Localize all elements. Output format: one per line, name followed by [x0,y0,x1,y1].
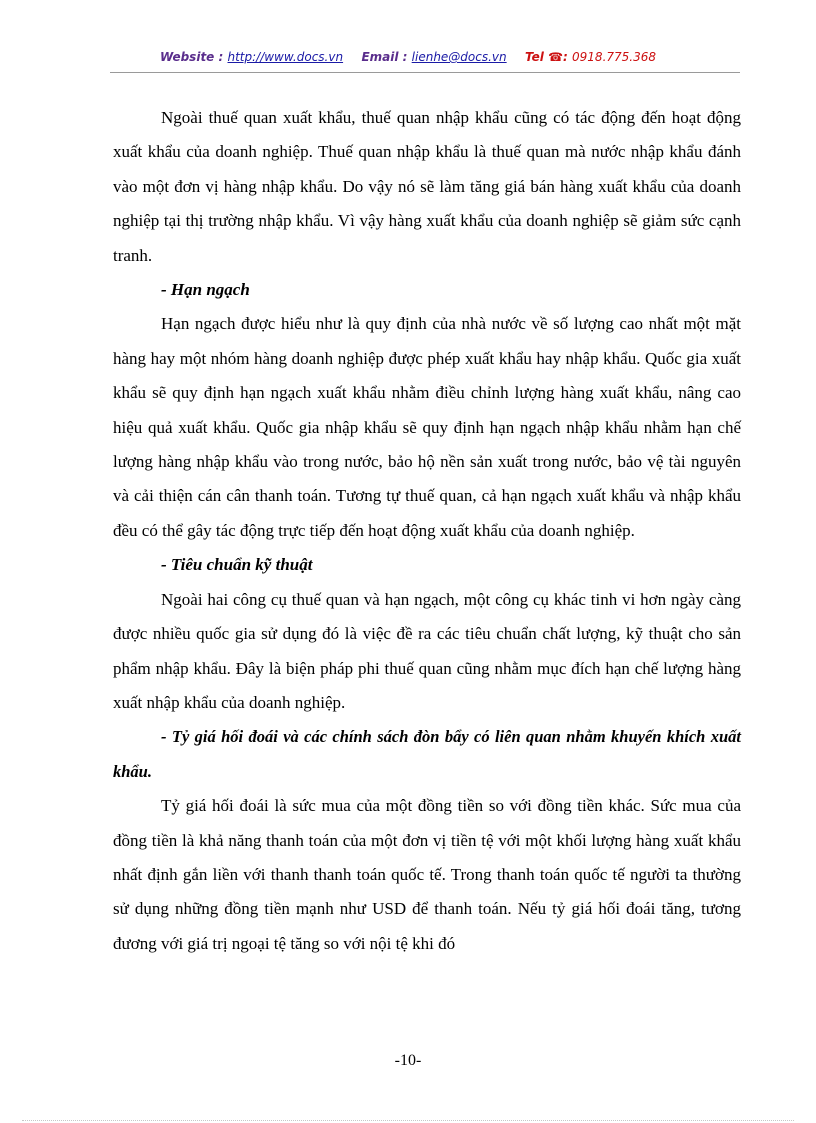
paragraph-exchange-rate: Tỷ giá hối đoái là sức mua của một đồng tiền so với đồng tiền khác. Sức mua của đồng tiền là khả năng thanh toán của một đơn vị tiền tệ với một khối lượng hàng xuất khẩu nhất định gắn liền với thanh thanh toán quốc tế. Trong thanh toán quốc tế người ta thường sử dụng những đồng tiền mạnh như USD để thanh toán. Nếu tỷ giá hối đoái tăng, tương đương với giá trị ngoại tệ tăng so với nội tệ khi đó [113,796,741,953]
heading-quota: - Hạn ngạch [161,280,250,300]
heading-technical-standards: - Tiêu chuẩn kỹ thuật [161,555,313,575]
paragraph-quota: Hạn ngạch được hiểu như là quy định của nhà nước về số lượng cao nhất một mặt hàng hay một nhóm hàng doanh nghiệp được phép xuất khẩu hay nhập khẩu. Quốc gia xuất khẩu sẽ quy định hạn ngạch xuất khẩu nhằm điều chỉnh lượng hàng xuất khẩu, nâng cao hiệu quả xuất khẩu. Quốc gia nhập khẩu sẽ quy định hạn ngạch nhập khẩu nhằm hạn chế lượng hàng nhập khẩu vào trong nước, bảo hộ nền sản xuất trong nước, bảo vệ tài nguyên và cải thiện cán cân thanh toán. Tương tự thuế quan, cả hạn ngạch xuất khẩu và nhập khẩu đều có thể gây tác động trực tiếp đến hoạt động xuất khẩu của doanh nghiệp. [113,314,741,540]
page-number: -10- [394,1052,422,1069]
email-label: Email : [361,50,408,64]
tel-number: 0918.775.368 [572,50,657,64]
website-label: Website : [159,50,224,64]
email-link[interactable]: lienhe@docs.vn [411,50,507,64]
paragraph-technical-standards: Ngoài hai công cụ thuế quan và hạn ngạch, một công cụ khác tinh vi hơn ngày càng được nhiều quốc gia sử dụng đó là việc đề ra các tiêu chuẩn chất lượng, kỹ thuật cho sản phẩm nhập khẩu. Đây là biện pháp phi thuế quan cũng nhằm mục đích hạn chế lượng hàng xuất nhập khẩu của doanh nghiệp. [113,589,741,712]
document-body [113,101,741,961]
page-bottom-border [22,1120,794,1121]
website-link[interactable]: http://www.docs.vn [227,50,344,64]
heading-exchange-rate: - Tỷ giá hối đoái và các chính sách đòn bẩy có liên quan nhằm khuyến khích xuất khẩu. [113,727,741,781]
header-divider [110,72,740,73]
page-header [0,50,816,64]
paragraph-import-tariff: Ngoài thuế quan xuất khẩu, thuế quan nhập khẩu cũng có tác động đến hoạt động xuất khẩu của doanh nghiệp. Thuế quan nhập khẩu là thuế quan mà nước nhập khẩu đánh vào một đơn vị hàng nhập khẩu. Do vậy nó sẽ làm tăng giá bán hàng xuất khẩu của doanh nghiệp tại thị trường nhập khẩu. Vì vậy hàng xuất khẩu của doanh nghiệp sẽ giảm sức cạnh tranh. [113,108,741,265]
tel-label: Tel ☎: [525,50,568,64]
